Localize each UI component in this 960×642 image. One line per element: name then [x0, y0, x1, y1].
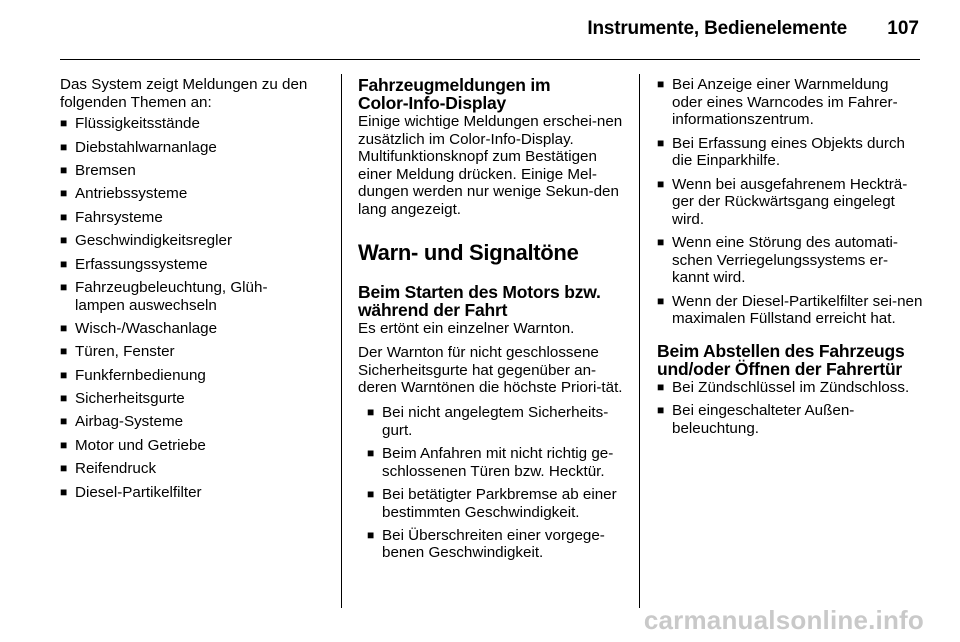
list-item: ■ Bei Anzeige einer Warnmeldung oder eines Warncodes im Fahrer-informationszentrum.	[657, 76, 898, 129]
list-item: ■ Sicherheitsgurte	[60, 390, 185, 408]
list-item: ■ Fahrzeugbeleuchtung, Glüh-lampen auswechseln	[60, 278, 268, 314]
list-item: ■ Bei eingeschalteter Außen-beleuchtung.	[657, 402, 855, 437]
bullet-icon: ■	[367, 404, 375, 419]
bullet-icon: ■	[367, 486, 375, 501]
list-item: ■ Diebstahlwarnanlage	[60, 138, 217, 156]
bullet-icon: ■	[60, 461, 68, 476]
section-title: Warn- und Signaltöne	[358, 239, 579, 265]
column-divider-1	[341, 74, 342, 608]
column-3	[657, 76, 923, 443]
list-item: ■ Wenn bei ausgefahrenem Heckträ-ger der Rückwärtsgang eingelegt wird.	[657, 175, 908, 228]
bullet-icon: ■	[60, 233, 68, 248]
list-item: ■ Türen, Fenster	[60, 343, 175, 361]
list-item: ■ Reifendruck	[60, 460, 157, 478]
list-item: ■ Wenn der Diesel-Partikelfilter sei-nen maximalen Füllstand erreicht hat.	[657, 292, 923, 328]
header-rule	[60, 59, 920, 60]
bullet-icon: ■	[60, 414, 68, 429]
list-item: ■ Motor und Getriebe	[60, 436, 206, 454]
bullet-icon: ■	[657, 235, 665, 250]
list-item: ■ Wenn eine Störung des automati-schen Verriegelungssystems er-kannt wird.	[657, 234, 898, 287]
bullet-icon: ■	[60, 279, 68, 294]
list-item: ■ Funkfernbedienung	[60, 366, 206, 384]
list-item: ■ Wisch-/Waschanlage	[60, 319, 218, 337]
list-item: ■ Fahrsysteme	[60, 208, 163, 226]
paragraph: Der Warnton für nicht geschlossene Sicherheitsgurte hat gegenüber an-deren Warntönen die höchste Priori-tät.	[358, 344, 623, 397]
bullet-icon: ■	[657, 135, 665, 150]
bullet-icon: ■	[60, 320, 68, 335]
paragraph: Es ertönt ein einzelner Warnton.	[358, 319, 575, 337]
bullet-icon: ■	[60, 209, 68, 224]
bullet-icon: ■	[60, 256, 68, 271]
list-item: ■ Bei Erfassung eines Objekts durch die Einparkhilfe.	[657, 134, 905, 170]
bullet-icon: ■	[60, 437, 68, 452]
heading-engine-start: Beim Starten des Motors bzw. während der Fahrt	[358, 281, 601, 320]
list-item: ■ Erfassungssysteme	[60, 255, 208, 273]
heading-vehicle-messages: Fahrzeugmeldungen im Color-Info-Display	[358, 75, 551, 113]
bullet-icon: ■	[60, 344, 68, 359]
bullet-icon: ■	[60, 391, 68, 406]
list-item: ■ Antriebssysteme	[60, 185, 188, 203]
page-title: Instrumente, Bedienelemente	[587, 18, 847, 39]
bullet-icon: ■	[657, 77, 665, 91]
list-item: ■ Geschwindigkeitsregler	[60, 232, 233, 250]
list-item: ■ Flüssigkeitsstände	[60, 115, 200, 133]
list-item: ■ Bei Zündschlüssel im Zündschloss.	[657, 378, 910, 396]
column-2	[358, 76, 630, 568]
list-item: ■ Bei Überschreiten einer vorgege-benen Geschwindigkeit.	[367, 526, 605, 562]
bullet-icon: ■	[60, 186, 68, 201]
heading-vehicle-stop: Beim Abstellen des Fahrzeugs und/oder Öffnen der Fahrertür	[657, 340, 905, 379]
list-item: ■ Bei nicht angelegtem Sicherheits-gurt.	[367, 403, 609, 439]
column-1	[60, 76, 330, 507]
bullet-icon: ■	[60, 139, 68, 154]
page-number: 107	[887, 18, 919, 39]
bullet-icon: ■	[657, 403, 665, 418]
stop-warning-list	[657, 379, 923, 438]
column-divider-2	[639, 74, 640, 608]
bullet-icon: ■	[367, 527, 375, 542]
warning-list	[358, 404, 630, 562]
warning-list-continued	[657, 76, 923, 328]
bullet-icon: ■	[60, 162, 68, 177]
bullet-icon: ■	[60, 367, 68, 382]
paragraph: Einige wichtige Meldungen erschei-nen zusätzlich im Color-Info-Display. Multifunktionsknopf zum Bestätigen einer Meldung drücken. Einige Mel-dungen werden nur wenige Sekun-den lang angezeigt.	[358, 113, 623, 218]
bullet-icon: ■	[60, 484, 68, 499]
watermark: carmanualsonline.info	[643, 605, 924, 635]
list-item: ■ Bremsen	[60, 161, 136, 179]
bullet-icon: ■	[657, 293, 665, 308]
bullet-icon: ■	[367, 445, 375, 460]
topic-list	[60, 115, 330, 501]
bullet-icon: ■	[657, 176, 665, 191]
list-item: ■ Beim Anfahren mit nicht richtig ge-schlossenen Türen bzw. Hecktür.	[367, 444, 614, 480]
intro-text: Das System zeigt Meldungen zu den folgenden Themen an:	[60, 76, 308, 111]
bullet-icon: ■	[657, 379, 665, 394]
list-item: ■ Airbag-Systeme	[60, 413, 184, 431]
list-item: ■ Bei betätigter Parkbremse ab einer bestimmten Geschwindigkeit.	[367, 485, 617, 521]
list-item: ■ Diesel-Partikelfilter	[60, 483, 202, 501]
bullet-icon: ■	[60, 116, 68, 131]
